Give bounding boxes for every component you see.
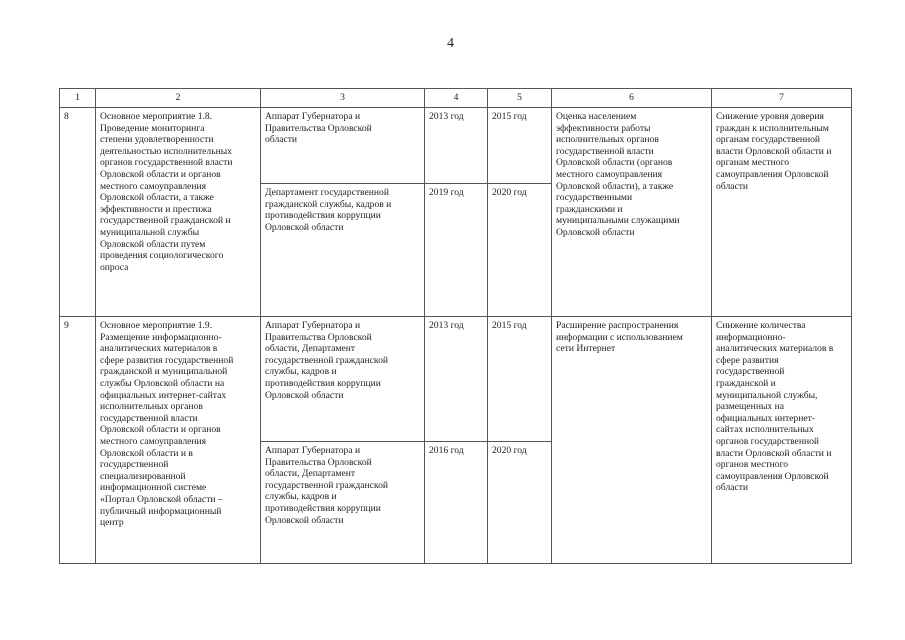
- start-year: 2019 год: [425, 184, 488, 317]
- header-col-5: 5: [488, 89, 552, 108]
- executor: Аппарат Губернатора и Правительства Орловской области, Департамент государственной гражданской службы, кадров и противодействия коррупции Орловской области: [261, 317, 425, 442]
- table-row: [60, 317, 852, 442]
- end-year: 2015 год: [488, 108, 552, 184]
- header-col-3: 3: [261, 89, 425, 108]
- header-col-2: 2: [96, 89, 261, 108]
- measure-description: Основное мероприятие 1.9. Размещение информационно- аналитических материалов в сфере развития государственной гражданской и муниципальной службы Орловской области на официальных интернет-сайтах исполнительных органов государственной власти Орловской области и органов местного самоуправления Орловской области и в государственной специализированной информационной системе «Портал Орловской области – публичный информационный центр: [96, 317, 261, 564]
- consequence: Снижение уровня доверия граждан к исполнительным органам государственной власти Орловской области и органам местного самоуправления Орловской области: [712, 108, 852, 317]
- measures-table: [59, 88, 852, 564]
- end-year: 2015 год: [488, 317, 552, 442]
- executor: Департамент государственной гражданской службы, кадров и противодействия коррупции Орловской области: [261, 184, 425, 317]
- end-year: 2020 год: [488, 184, 552, 317]
- page-number: 4: [447, 36, 454, 51]
- row-number: 8: [60, 108, 96, 317]
- measure-description: Основное мероприятие 1.8. Проведение мониторинга степени удовлетворенности деятельностью исполнительных органов государственной власти Орловской области и органов местного самоуправления Орловской области, а также эффективности и престижа государственной гражданской и муниципальной службы Орловской области путем проведения социологического опроса: [96, 108, 261, 317]
- consequence: Снижение количества информационно- аналитических материалов в сфере развития государственной гражданской и муниципальной службы, размещенных на официальных интернет- сайтах исполнительных органов государственной власти Орловской области и органов местного самоуправления Орловской области: [712, 317, 852, 564]
- row-number: 9: [60, 317, 96, 564]
- header-col-4: 4: [425, 89, 488, 108]
- table-row: [60, 108, 852, 184]
- executor: Аппарат Губернатора и Правительства Орловской области, Департамент государственной гражданской службы, кадров и противодействия коррупции Орловской области: [261, 442, 425, 564]
- expected-result: Оценка населением эффективности работы исполнительных органов государственной власти Орловской области (органов местного самоуправления Орловской области), а также государственными гражданскими и муниципальными служащими Орловской области: [552, 108, 712, 317]
- header-row: [60, 89, 852, 108]
- end-year: 2020 год: [488, 442, 552, 564]
- header-col-6: 6: [552, 89, 712, 108]
- start-year: 2013 год: [425, 317, 488, 442]
- start-year: 2013 год: [425, 108, 488, 184]
- start-year: 2016 год: [425, 442, 488, 564]
- expected-result: Расширение распространения информации с использованием сети Интернет: [552, 317, 712, 564]
- executor: Аппарат Губернатора и Правительства Орловской области: [261, 108, 425, 184]
- header-col-1: 1: [60, 89, 96, 108]
- header-col-7: 7: [712, 89, 852, 108]
